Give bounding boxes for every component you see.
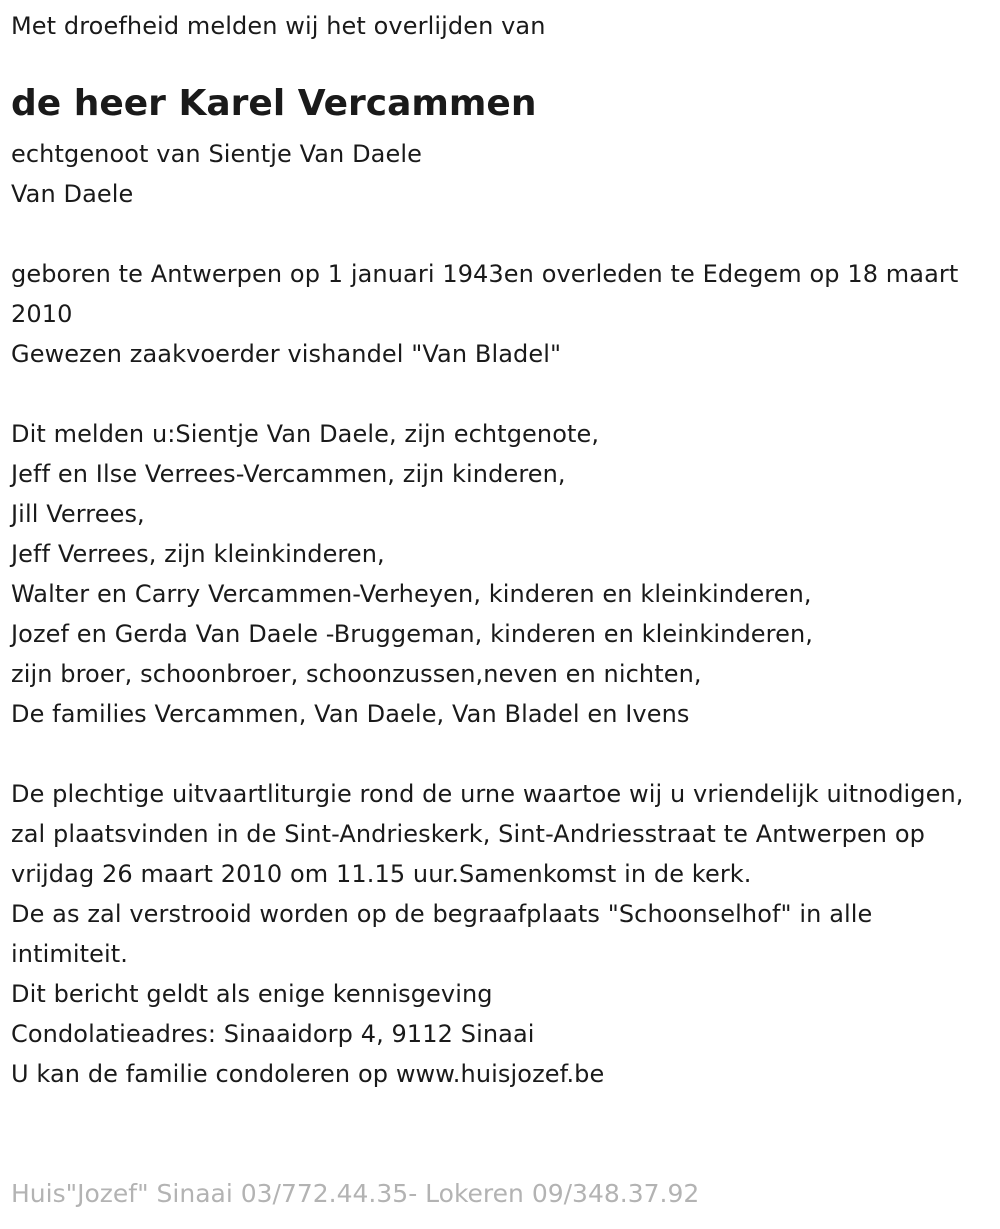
family-line: Jill Verrees,: [11, 500, 145, 528]
family-line: Jozef en Gerda Van Daele -Bruggeman, kinderen en kleinkinderen,: [11, 620, 814, 648]
occupation-text: Gewezen zaakvoerder vishandel "Van Bladel": [11, 340, 562, 368]
family-line: Jeff en Ilse Verrees-Vercammen, zijn kinderen,: [11, 460, 566, 488]
birth-death-text: geboren te Antwerpen op 1 januari 1943en overleden te Edegem op 18 maart 2010: [11, 260, 959, 328]
life-details-block: [11, 254, 986, 374]
deceased-name: de heer Karel Vercammen: [11, 83, 537, 124]
condolence-online-text: U kan de familie condoleren op www.huisjozef.be: [11, 1060, 605, 1088]
family-line: Jeff Verrees, zijn kleinkinderen,: [11, 540, 385, 568]
spouse-block: [11, 134, 986, 214]
funeral-home-footer: Huis"Jozef" Sinaai 03/772.44.35- Lokeren 09/348.37.92: [11, 1179, 700, 1208]
ceremony-text: De plechtige uitvaartliturgie rond de urne waartoe wij u vriendelijk uitnodigen, zal plaatsvinden in de Sint-Andrieskerk, Sint-Andriesstraat te Antwerpen op vrijdag 26 maart 2010 om 11.15 uur.Samenkomst in de kerk.: [11, 780, 964, 888]
ashes-text: De as zal verstrooid worden op de begraafplaats "Schoonselhof" in alle intimiteit.: [11, 900, 873, 968]
family-line: zijn broer, schoonbroer, schoonzussen,neven en nichten,: [11, 660, 702, 688]
ceremony-block: [11, 774, 986, 1094]
spouse-line: echtgenoot van Sientje Van Daele: [11, 140, 422, 168]
family-list: [11, 414, 986, 734]
family-line: Dit melden u:Sientje Van Daele, zijn echtgenote,: [11, 420, 600, 448]
spouse-line-continuation: Van Daele: [11, 180, 134, 208]
intro-text: Met droefheid melden wij het overlijden van: [11, 12, 546, 40]
family-line: De families Vercammen, Van Daele, Van Bladel en Ivens: [11, 700, 690, 728]
condolence-address: Condolatieadres: Sinaaidorp 4, 9112 Sinaai: [11, 1020, 535, 1048]
notice-only-text: Dit bericht geldt als enige kennisgeving: [11, 980, 493, 1008]
family-line: Walter en Carry Vercammen-Verheyen, kinderen en kleinkinderen,: [11, 580, 812, 608]
